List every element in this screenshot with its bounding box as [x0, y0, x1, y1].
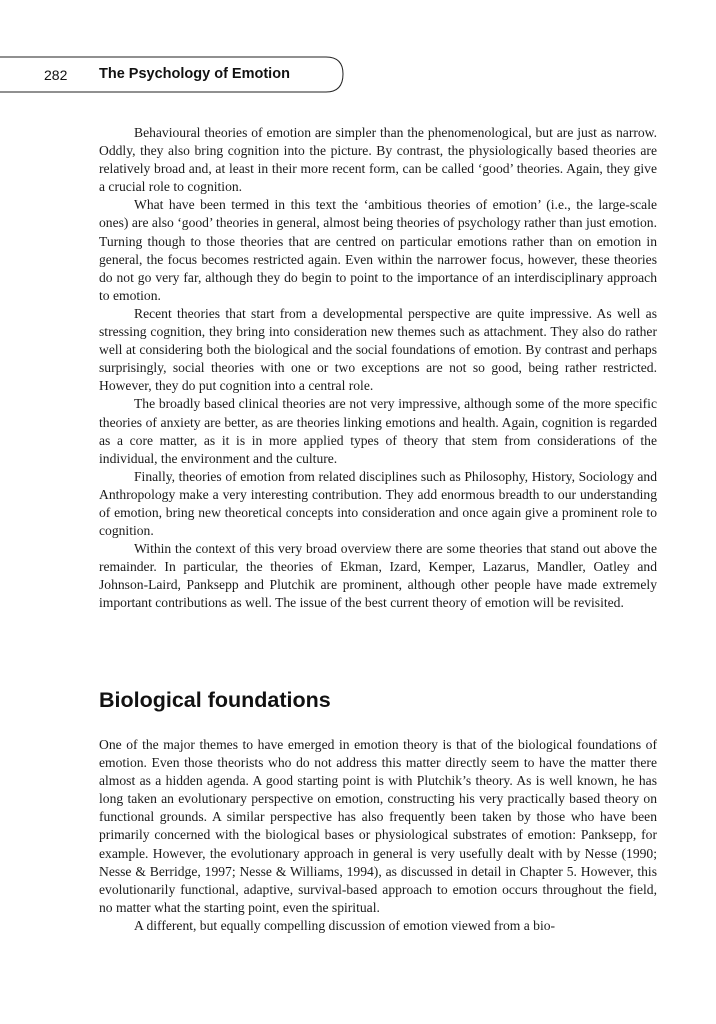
paragraph-overview: Within the context of this very broad overview there are some theories that stand out above the remainder. In particular, the theories of Ekman, Izard, Kemper, Lazarus, Mandler, Oatley and Johnson-Laird, Panksepp and Plutchik are prominent, although other people have made extremely important contributions as well. The issue of the best current theory of emotion will be revisited.: [99, 541, 657, 611]
paragraph-behavioural: Behavioural theories of emotion are simpler than the phenomenological, but are just as narrow. Oddly, they also bring cognition into the picture. By contrast, the physiologically based theories are relatively broad and, at least in their more recent form, can be called ‘good’ theories. Again, they give a crucial role to cognition.: [99, 125, 657, 195]
paragraph-ambitious: What have been termed in this text the ‘ambitious theories of emotion’ (i.e., the large-scale ones) are also ‘good’ theories in general, almost being theories of psychology rather than just emotion. Turning though to those theories that are centred on particular emotions rather than on emotion in general, the focus becomes restricted again. Even within the narrower focus, however, these theories do not go very far, although they do begin to point to the importance of an interdisciplinary approach to emotion.: [99, 197, 657, 303]
body-text-top: [99, 124, 657, 613]
paragraph-biological-foundations: One of the major themes to have emerged in emotion theory is that of the biological foundations of emotion. Even those theorists who do not address this matter directly seem to have the matter there almost as a hidden agenda. A good starting point is with Plutchik’s theory. As is well known, he has long taken an evolutionary perspective on emotion, constructing his very practically based theory on functional grounds. A similar perspective has also frequently been taken by those who have been primarily concerned with the biological bases or physiological substrates of emotion: Panksepp, for example. However, the evolutionary approach in general is very usefully dealt with by Nesse (1990; Nesse & Berridge, 1997; Nesse & Williams, 1994), as discussed in detail in Chapter 5. However, this evolutionarily functional, adaptive, survival-based approach to emotion occurs throughout the field, no matter what the starting point, even the spiritual.: [99, 737, 657, 915]
page-number: 282: [44, 67, 68, 83]
running-head: [0, 56, 716, 96]
paragraph-different-discussion: A different, but equally compelling discussion of emotion viewed from a bio-: [134, 917, 556, 933]
section-heading: Biological foundations: [99, 688, 331, 712]
paragraph-clinical: The broadly based clinical theories are not very impressive, although some of the more specific theories of anxiety are better, as are theories linking emotions and health. Again, cognition is regarded as a core matter, as it is in more applied types of theory that stem from considerations of the individual, the environment and the culture.: [99, 396, 657, 466]
paragraph-developmental: Recent theories that start from a developmental perspective are quite impressive. As well as stressing cognition, they bring into consideration new themes such as attachment. They also do rather well at considering both the biological and the social foundations of emotion. By contrast and perhaps surprisingly, social theories with one or two exceptions are not so good, being rather restricted. However, they do put cognition into a central role.: [99, 305, 657, 394]
paragraph-related-disciplines: Finally, theories of emotion from related disciplines such as Philosophy, History, Sociology and Anthropology make a very interesting contribution. They add enormous breadth to our understanding of emotion, bring new theoretical concepts into consideration and once again give a prominent role to cognition.: [99, 468, 657, 539]
body-text-section: [99, 736, 657, 935]
running-title: The Psychology of Emotion: [99, 66, 290, 82]
